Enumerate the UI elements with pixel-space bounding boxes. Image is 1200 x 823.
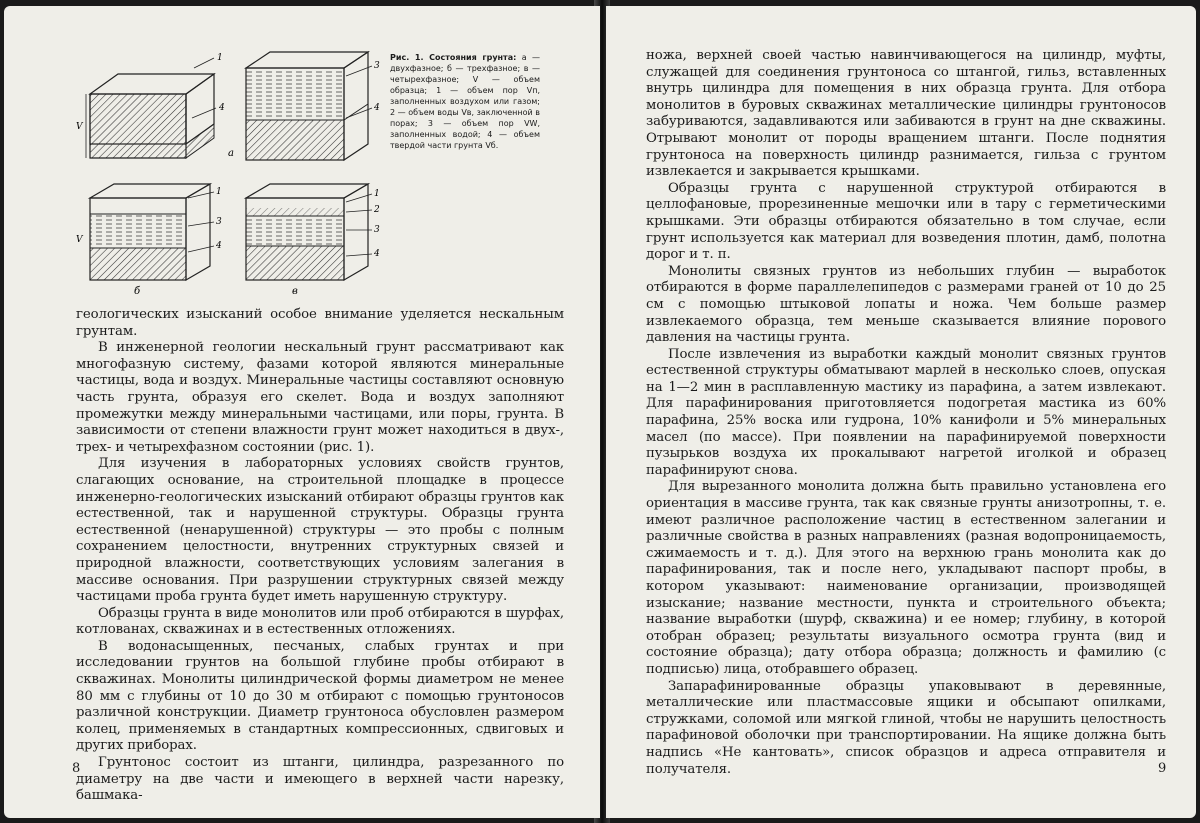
paragraph: Грунтонос состоит из штанги, цилиндра, разрезанного по диаметру на две части и имеющего в верхней части нарезку, башмака- — [76, 755, 564, 805]
label-n4-a: 4 — [218, 103, 225, 113]
paragraph: В инженерной геологии нескальный грунт рассматривают как многофазную систему, фазами которой являются минеральные частицы, вода и воздух. Минеральные частицы составляют основную часть грунта, образуя его скелет. Вода и воздух заполняют промежутки между минеральными частицами, или поры, грунта. В зависимости от степени влажности грунт может находиться в двух-, трех- и четырехфазном состоянии (рис. 1). — [76, 340, 564, 456]
left-page — [4, 6, 600, 818]
figure-caption-title: Рис. 1. Состояния грунта: — [390, 53, 516, 62]
paragraph: Образцы грунта с нарушенной структурой отбираются в целлофановые, прорезиненные мешочки или в тару с герметическими крышками. Эти образцы отбираются обязательно в том случае, если грунт используется как материал для возведения плотин, дамб, полотна дорог и т. п. — [646, 181, 1166, 264]
label-a: а — [228, 148, 234, 159]
paragraph: ножа, верхней своей частью навинчивающегося на цилиндр, муфты, служащей для соединения грунтоноса со штангой, гильз, вставленных внутрь цилиндра для помещения в них образца грунта. Для отбора монолитов в буровых скважинах металлические цилиндры грунтоносов забуриваются, задавливаются или забиваются в грунт на дне скважины. Отрывают монолит от породы вращением штанги. После поднятия грунтоноса на поверхность цилиндр разнимается, гильза с грунтом извлекается и закрывается крышками. — [646, 48, 1166, 181]
paragraph: Для вырезанного монолита должна быть правильно установлена его ориентация в массиве грунта, так как связные грунты анизотропны, т. е. имеют различное расположение частиц в естественном залегании и различные свойства в разных направлениях (разная водопроницаемость, сжимаемость и т. д.). Для этого на верхнюю грань монолита как до парафинирования, так и после него, укладывают паспорт пробы, в котором указывают: наименование организации, производящей изыскание; название местности, пункта и строительного объекта; название выработки (шурф, скважина) и ее номер; глубину, в которой отобран образец; результаты визуального осмотра грунта (вид и состояние образца); дату отбора образца; должность и фамилию (с подписью) лица, отобравшего образец. — [646, 479, 1166, 678]
cube-two-phase — [86, 58, 216, 158]
label-n1-c: 1 — [216, 187, 222, 197]
label-b: б — [134, 286, 141, 297]
label-v-a: V — [76, 122, 84, 132]
page-number-right: 9 — [1158, 761, 1166, 776]
label-n2-d: 2 — [373, 205, 380, 215]
label-v-fig: в — [292, 286, 298, 297]
right-page-body — [646, 48, 1166, 778]
page-number-left: 8 — [72, 761, 80, 776]
soil-state-figures — [76, 46, 386, 306]
paragraph: Для изучения в лабораторных условиях свойств грунтов, слагающих основание, на строительной площадке в процессе инженерно-геологических изысканий отбирают образцы грунтов как естественной, так и нарушенной структуры. Образцы грунта естественной (ненарушенной) структуры — это пробы с полным сохранением целостности, внутренних структурных связей и природной влажности, соответствующих условиям залегания в массиве основания. При разрушении структурных связей между частицами проба грунта будет иметь нарушенную структуру. — [76, 456, 564, 605]
label-n3-c: 3 — [216, 217, 222, 227]
left-page-body — [76, 307, 564, 805]
label-v-c: V — [76, 235, 84, 245]
figure-caption — [390, 52, 540, 151]
paragraph: геологических изысканий особое внимание уделяется нескальным грунтам. — [76, 307, 564, 340]
paragraph: Запарафинированные образцы упаковывают в деревянные, металлические или пластмассовые ящики и обсыпают опилками, стружками, соломой или мягкой глиной, чтобы не нарушить целостность парафиновой оболочки при транспортировании. На ящике должна быть надпись «Не кантовать», список образцов и адреса отправителя и получателя. — [646, 679, 1166, 779]
cube-four-phase-right — [246, 184, 372, 280]
paragraph: Образцы грунта в виде монолитов или проб отбираются в шурфах, котлованах, скважинах и в естественных отложениях. — [76, 606, 564, 639]
label-n3-d: 3 — [374, 225, 380, 235]
cube-three-phase — [246, 52, 372, 160]
figure-caption-text: а — двухфазное; б — трехфазное; в — четырехфазное; V — объем образца; 1 — объем пор Vп, заполненных воздухом или газом; 2 — объем воды Vв, заключенной в порах; 3 — объем пор VW, заполненных водой; 4 — объем твердой части грунта Vб. — [390, 53, 540, 150]
paragraph: Монолиты связных грунтов из небольших глубин — выработок отбираются в форме параллелепипедов с размерами граней от 10 до 25 см с помощью штыковой лопаты и ножа. Чем больше размер извлекаемого образца, тем меньше сказывается влияние порового давления на частицы грунта. — [646, 264, 1166, 347]
label-n4-b: 4 — [373, 103, 380, 113]
label-n1-a: 1 — [217, 53, 223, 63]
label-n4-c: 4 — [215, 241, 222, 251]
cube-four-phase-left — [90, 184, 214, 280]
label-n4-d: 4 — [373, 249, 380, 259]
right-page — [606, 6, 1196, 818]
paragraph: В водонасыщенных, песчаных, слабых грунтах и при исследовании грунтов на большой глубине пробы отбирают в скважинах. Монолиты цилиндрической формы диаметром не менее 80 мм с глубины от 10 до 30 м отбирают с помощью грунтоносов различной конструкции. Диаметр грунтоноса обусловлен размером колец, применяемых в стандартных компрессионных, сдвиговых и других приборах. — [76, 639, 564, 755]
paragraph: После извлечения из выработки каждый монолит связных грунтов естественной структуры обматывают марлей в несколько слоев, опуская на 1—2 мин в расплавленную мастику из парафина, а затем извлекают. Для парафинирования приготовляется подогретая мастика из 60% парафина, 25% воска или гудрона, 10% канифоли и 5% минеральных масел (по массе). При появлении на парафинируемой поверхности пузырьков воздуха их прокалывают нагретой иголкой и образец парафинируют снова. — [646, 347, 1166, 480]
soil-state-diagram — [76, 46, 386, 306]
label-n1-d: 1 — [374, 189, 380, 199]
label-n3-b: 3 — [374, 61, 380, 71]
